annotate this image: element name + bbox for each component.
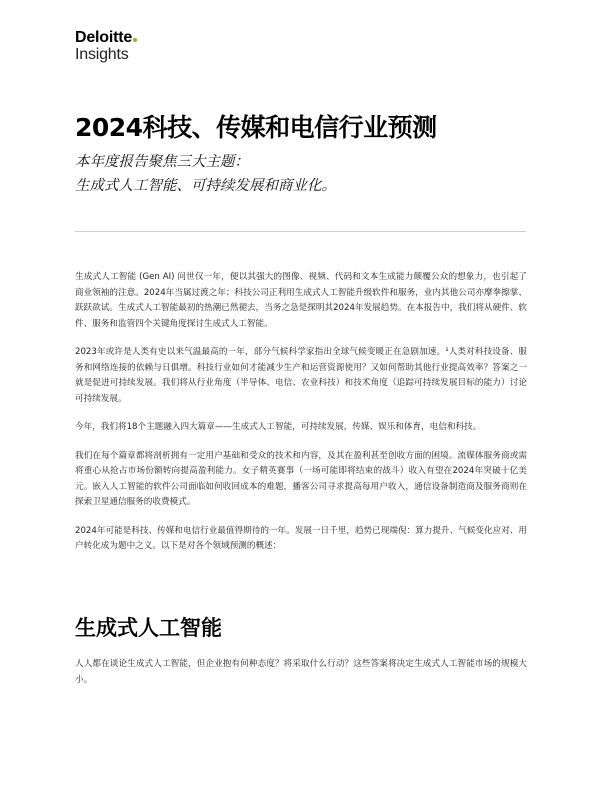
page-title: 2024科技、传媒和电信行业预测 — [75, 113, 437, 142]
deloitte-insights-logo[interactable] — [75, 30, 137, 63]
logo-brand-text: Deloitte — [75, 29, 133, 46]
subtitle-line-1: 本年度报告聚焦三大主题： — [75, 154, 249, 170]
intro-body — [75, 270, 527, 568]
page-subtitle — [75, 150, 336, 198]
body-paragraph: 我们在每个篇章都将剖析拥有一定用户基础和受众的技术和内容，及其在盈利甚至创收方面的困境。流媒体服务商或需将重心从抢占市场份额转向提高盈利能力。女子精英赛事（一场可能即将结束的战斗）收入有望在2024年突破十亿美元。嵌入人工智能的软件公司面临如何收回成本的难题，播客公司寻求提高每用户收入，通信设备制造商及服务商则在探索卫星通信服务的收费模式。 — [75, 450, 527, 507]
body-paragraph: 2023年或许是人类有史以来气温最高的一年，部分气候科学家指出全球气候变暖正在急剧加速。¹人类对科技设备、服务和网络连接的依赖与日俱增。科技行业如何才能减少生产和运营资源使用？又如何帮助其他行业提高效率？答案之一就是促进可持续发展。我们将从行业角度（半导体、电信、农业科技）和技术角度（追踪可持续发展目标的能力）讨论可持续发展。 — [75, 347, 527, 404]
section-paragraph: 人人都在谈论生成式人工智能，但企业抱有何种态度？将采取什么行动？这些答案将决定生成式人工智能市场的规模大小。 — [75, 659, 527, 685]
section-heading: 生成式人工智能 — [75, 616, 222, 640]
section-divider — [75, 231, 526, 232]
body-paragraph: 生成式人工智能 (Gen AI) 问世仅一年，便以其强大的图像、视频、代码和文本生成能力颠覆公众的想象力，也引起了商业领袖的注意。2024年当属过渡之年；科技公司正利用生成式人工智能升级软件和服务，业内其他公司亦摩拳擦掌、跃跃欲试。生成式人工智能最初的热潮已然褪去，当务之急是探明其2024年发展趋势。在本报告中，我们将从硬件、软件、服务和监管四个关键角度探讨生成式人工智能。 — [75, 272, 527, 329]
body-paragraph: 今年，我们将18个主题融入四大篇章——生成式人工智能，可持续发展，传媒、娱乐和体育，电信和科技。 — [75, 422, 482, 432]
section-body — [75, 657, 527, 701]
logo-dot-icon — [133, 38, 137, 42]
logo-sub-text: Insights — [75, 46, 129, 63]
body-paragraph: 2024年可能是科技、传媒和电信行业最值得期待的一年。发展一日千里，趋势已现端倪：算力提升、气候变化应对、用户转化成为题中之义。以下是对各个领域预测的概述： — [75, 525, 527, 551]
subtitle-line-2: 生成式人工智能、可持续发展和商业化。 — [75, 178, 336, 194]
